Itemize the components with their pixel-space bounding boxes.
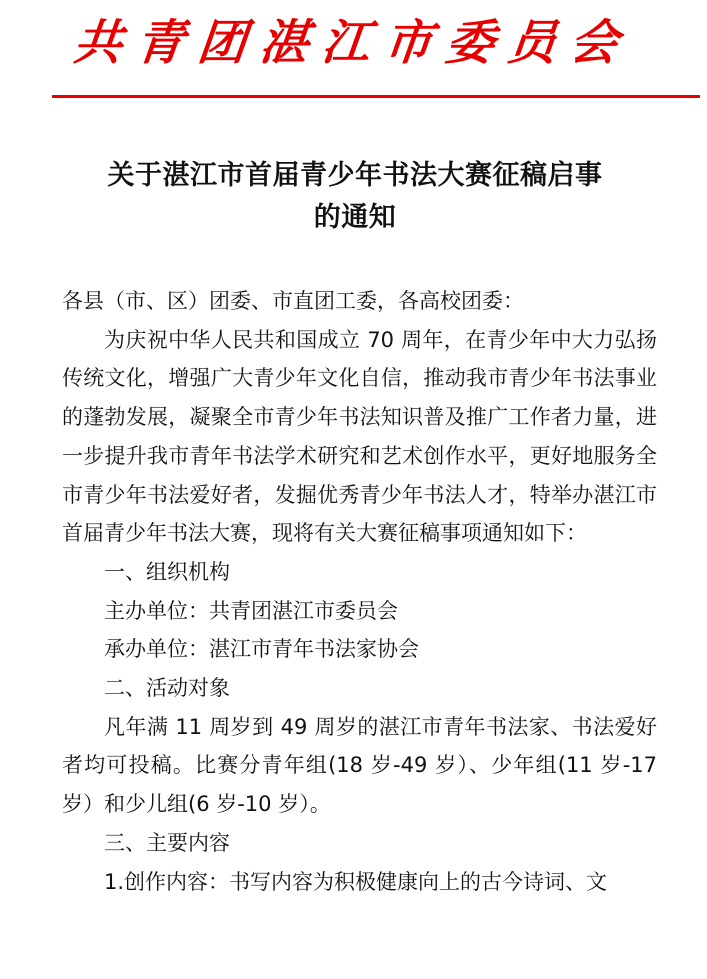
section-heading-content: 三、主要内容 bbox=[104, 830, 230, 855]
co-organizer-line: 承办单位：湛江市青年书法家协会 bbox=[104, 637, 419, 662]
content-item-1: 1.创作内容：书写内容为积极健康向上的古今诗词、文 bbox=[104, 869, 608, 894]
letterhead bbox=[0, 2, 707, 82]
document-title-line-1: 关于湛江市首届青少年书法大赛征稿启事 bbox=[107, 160, 603, 191]
organizer-line: 主办单位：共青团湛江市委员会 bbox=[104, 598, 398, 623]
document-title-line-2: 的通知 bbox=[313, 202, 397, 233]
intro-paragraph: 为庆祝中华人民共和国成立 70 周年，在青少年中大力弘扬传统文化，增强广大青少年文化自信，推动我市青少年书法事业的蓬勃发展，凝聚全市青少年书法知识普及推广工作者力量，进一步提升我市青年书法学术研究和艺术创作水平，更好地服务全市青少年书法爱好者，发掘优秀青少年书法人才，特举办湛江市首届青少年书法大赛，现将有关大赛征稿事项通知如下： bbox=[62, 327, 657, 546]
letterhead-red-rule bbox=[52, 95, 700, 98]
letterhead-title: 共青团湛江市委员会 bbox=[71, 15, 636, 71]
eligibility-paragraph: 凡年满 11 周岁到 49 周岁的湛江市青年书法家、书法爱好者均可投稿。比赛分青年组(18 岁-49 岁）、少年组(11 岁-17 岁）和少儿组(6 岁-10 岁）。 bbox=[62, 714, 657, 817]
section-heading-participants: 二、活动对象 bbox=[104, 676, 230, 701]
section-heading-organization: 一、组织机构 bbox=[104, 559, 230, 584]
document-body bbox=[62, 282, 657, 901]
salutation: 各县（市、区）团委、市直团工委，各高校团委： bbox=[62, 289, 524, 313]
document-title bbox=[40, 155, 670, 239]
